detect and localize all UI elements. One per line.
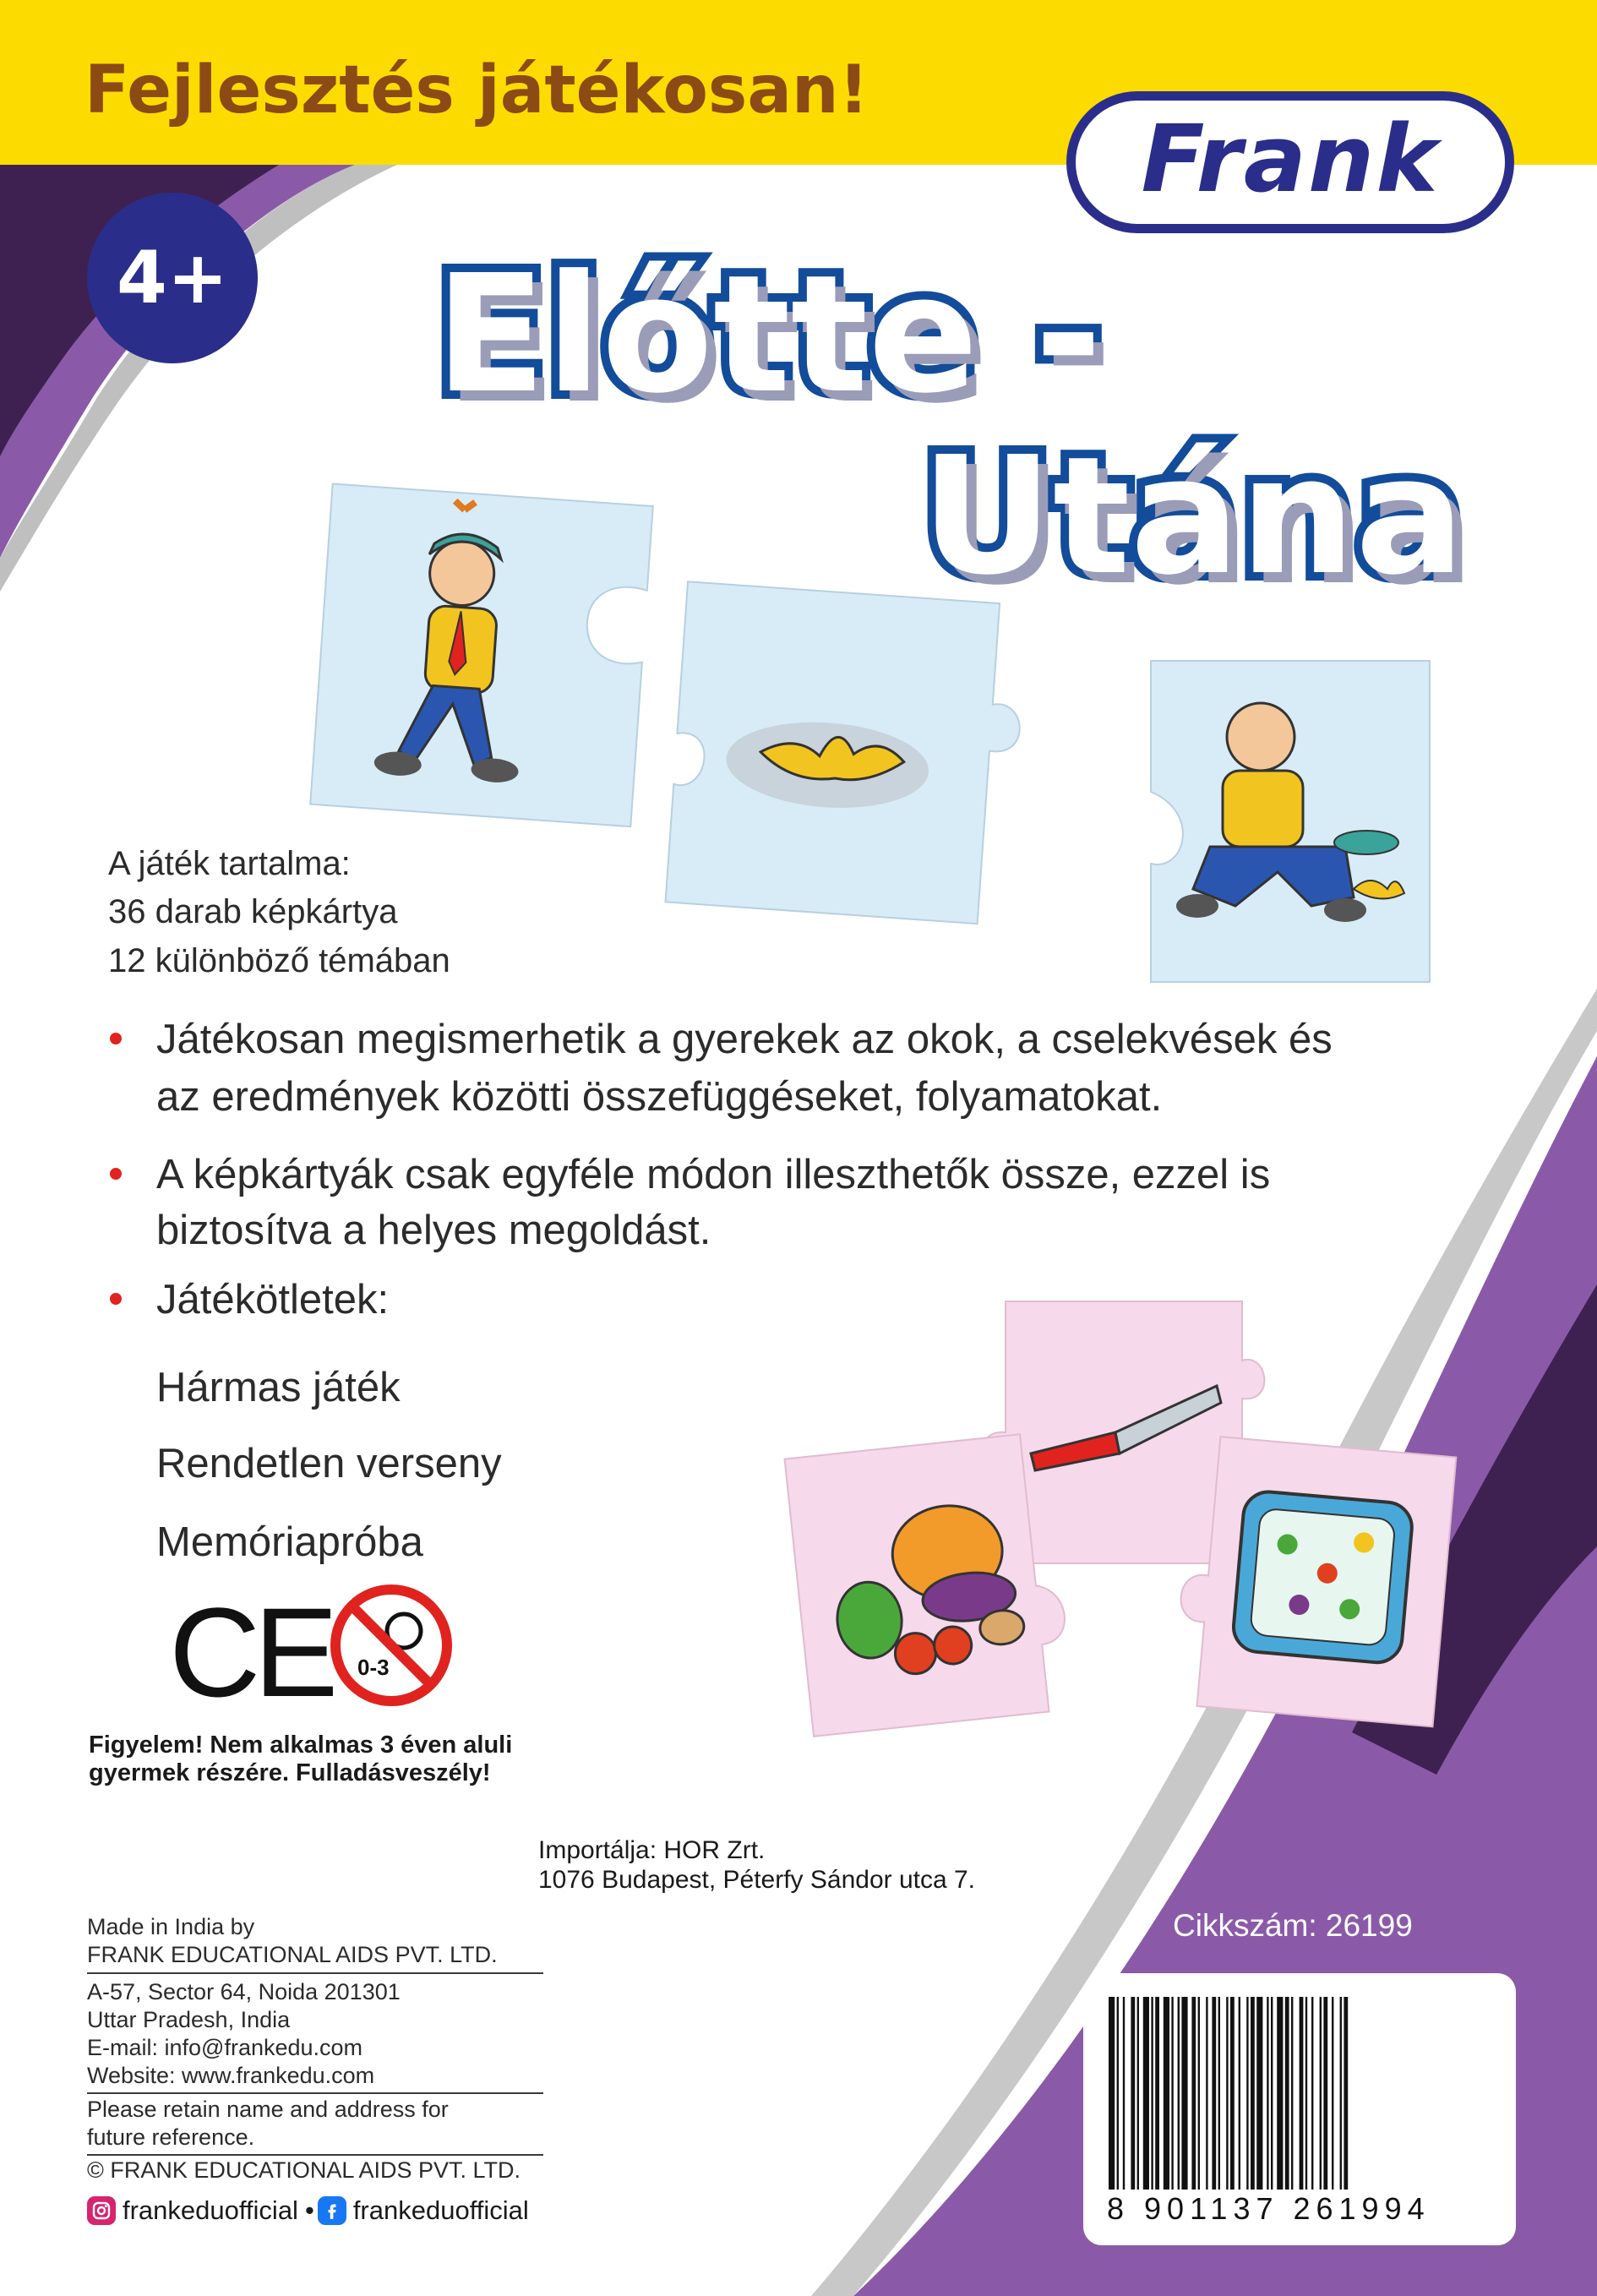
- manufacturer-website: Website: www.frankedu.com: [87, 2063, 375, 2088]
- puzzle-card-banana-peel: [625, 575, 1022, 938]
- barcode-bar: [1332, 1997, 1333, 2190]
- barcode-digits: 8 901137 261994: [1107, 2191, 1431, 2226]
- barcode-bar: [1323, 1997, 1327, 2190]
- article-number: Cikkszám: 26199: [1173, 1908, 1413, 1943]
- barcode-bar: [1344, 1997, 1348, 2190]
- barcode-bar: [1311, 1997, 1313, 2190]
- puzzle-card-salad-bowl: [1158, 1428, 1462, 1732]
- barcode-bar: [1181, 1997, 1187, 2190]
- barcode-bar: [1256, 1997, 1262, 2190]
- importer-line-2: 1076 Budapest, Péterfy Sándor utca 7.: [538, 1866, 976, 1894]
- barcode-bar: [1251, 1997, 1255, 2190]
- puzzle-card-man-walking: [287, 477, 668, 832]
- copyright-line: © FRANK EDUCATIONAL AIDS PVT. LTD.: [87, 2157, 521, 2183]
- warning-line-1: Figyelem! Nem alkalmas 3 éven aluli: [89, 1732, 513, 1759]
- brand-logo: [1066, 91, 1514, 233]
- bullet-dot: [110, 1293, 122, 1305]
- barcode-bar: [1291, 1997, 1293, 2190]
- barcode-bar: [1246, 1997, 1248, 2190]
- instagram-icon: [87, 2196, 116, 2225]
- social-row: [87, 2194, 536, 2228]
- game-idea-2: Rendetlen verseny: [156, 1441, 502, 1486]
- barcode-bar: [1230, 1997, 1235, 2190]
- manufacturer-address-1: A-57, Sector 64, Noida 201301: [87, 1979, 401, 2004]
- barcode-bar: [1117, 1997, 1119, 2190]
- barcode-bar: [1218, 1997, 1220, 2190]
- ce-mark: CE: [169, 1581, 332, 1723]
- barcode-bar: [1212, 1997, 1216, 2190]
- contents-line-themes: 12 különböző témában: [108, 942, 450, 979]
- barcode-bar: [1239, 1997, 1240, 2190]
- contents-heading: A játék tartalma:: [108, 845, 351, 882]
- divider: [87, 2092, 543, 2094]
- facebook-handle: frankeduofficial: [352, 2195, 529, 2225]
- product-title-line-1: Előtte -: [435, 241, 1103, 429]
- importer-line-1: Importálja: HOR Zrt.: [538, 1836, 766, 1864]
- age-warning-label: 0-3: [357, 1655, 390, 1680]
- facebook-icon: [318, 2196, 346, 2225]
- barcode-bar: [1277, 1997, 1283, 2190]
- made-in-line: Made in India by: [87, 1914, 255, 1939]
- bullet-dot: [110, 1168, 122, 1180]
- social-separator: •: [304, 2195, 314, 2225]
- bullet-3-line-1: Játékötletek:: [156, 1277, 390, 1323]
- bullet-1-line-2: az eredmények közötti összefüggéseket, folyamatokat.: [156, 1074, 1163, 1120]
- product-title-line-2: Utána: [921, 423, 1465, 611]
- barcode-bar: [1164, 1997, 1169, 2190]
- tagline: Fejlesztés játékosan!: [84, 52, 869, 128]
- divider: [87, 2154, 543, 2156]
- barcode-bar: [1109, 1997, 1115, 2190]
- age-badge: [87, 193, 258, 363]
- bullet-dot: [110, 1033, 122, 1044]
- warning-line-2: gyermek részére. Fulladásveszély!: [89, 1759, 491, 1786]
- barcode-bar: [1143, 1997, 1149, 2190]
- barcode: [1083, 1973, 1516, 2245]
- barcode-bars: [1107, 1997, 1492, 2191]
- manufacturer-company: FRANK EDUCATIONAL AIDS PVT. LTD.: [87, 1942, 498, 1967]
- bullet-2-line-1: A képkártyák csak egyféle módon illeszthetők össze, ezzel is: [156, 1152, 1271, 1197]
- barcode-bar: [1178, 1997, 1180, 2190]
- barcode-bar: [1305, 1997, 1307, 2190]
- retain-line-1: Please retain name and address for: [87, 2097, 449, 2122]
- brand-name: Frank: [1141, 105, 1440, 213]
- barcode-bar: [1271, 1997, 1273, 2190]
- puzzle-card-vegetables: [782, 1428, 1069, 1741]
- barcode-bar: [1123, 1997, 1125, 2190]
- bullet-1-line-1: Játékosan megismerhetik a gyerekek az okok, a cselekvések és: [156, 1017, 1333, 1062]
- retain-line-2: future reference.: [87, 2124, 255, 2150]
- manufacturer-email: E-mail: info@frankedu.com: [87, 2035, 363, 2060]
- barcode-bar: [1340, 1997, 1342, 2190]
- barcode-bar: [1155, 1997, 1159, 2190]
- barcode-bar: [1206, 1997, 1207, 2190]
- game-idea-1: Hármas játék: [156, 1365, 401, 1410]
- barcode-bar: [1198, 1997, 1200, 2190]
- contents-line-cards: 36 darab képkártya: [108, 893, 398, 930]
- barcode-bar: [1171, 1997, 1173, 2190]
- age-warning-icon: [328, 1582, 455, 1709]
- divider: [87, 1972, 543, 1974]
- barcode-bar: [1267, 1997, 1268, 2190]
- barcode-bar: [1151, 1997, 1153, 2190]
- puzzle-card-man-fallen: [1142, 652, 1447, 990]
- game-idea-3: Memóriapróba: [156, 1519, 423, 1565]
- barcode-bar: [1131, 1997, 1135, 2190]
- barcode-bar: [1191, 1997, 1196, 2190]
- barcode-bar: [1226, 1997, 1228, 2190]
- bullet-2-line-2: biztosítva a helyes megoldást.: [156, 1208, 711, 1253]
- barcode-bar: [1320, 1997, 1322, 2190]
- instagram-handle: frankeduofficial: [123, 2195, 298, 2225]
- barcode-bar: [1300, 1997, 1304, 2190]
- manufacturer-address-2: Uttar Pradesh, India: [87, 2007, 291, 2032]
- barcode-bar: [1285, 1997, 1289, 2190]
- barcode-bar: [1137, 1997, 1139, 2190]
- age-badge-text: 4+: [117, 236, 228, 320]
